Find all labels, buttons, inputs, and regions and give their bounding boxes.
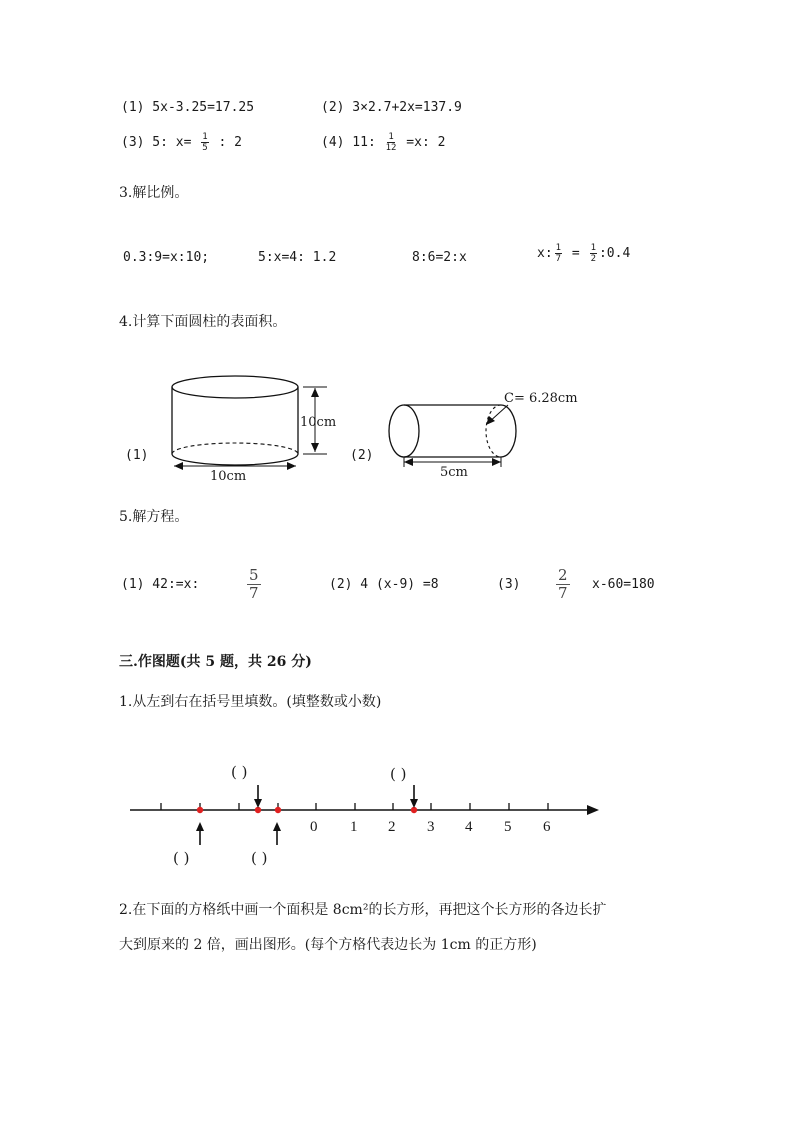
section-3-question-2-line-1: 2.在下面的方格纸中画一个面积是 8cm²的长方形，再把这个长方形的各边长扩 (119, 902, 607, 918)
fraction-numerator: 5 (249, 566, 259, 584)
equation-5-1-fraction (247, 568, 261, 601)
proportion-4-suffix: :0.4 (598, 246, 631, 261)
figure-1-height-label: 10cm (300, 415, 337, 430)
question-4-title: 4.计算下面圆柱的表面积。 (119, 314, 287, 330)
fraction-denominator: 2 (590, 254, 596, 264)
tick-label-0: 0 (310, 819, 318, 835)
fraction-numerator: 1 (202, 132, 208, 142)
equation-2: (2) 3×2.7+2x=137.9 (321, 100, 462, 115)
equation-4 (321, 132, 445, 153)
equation-5-1: (1) 42:=x: (121, 577, 200, 592)
section-3-question-2-line-2: 大到原来的 2 倍，画出图形。(每个方格代表边长为 1cm 的正方形) (119, 937, 537, 953)
equation-3 (121, 132, 242, 153)
figure-2-label: (2) (350, 448, 374, 463)
equation-4-fraction (386, 132, 397, 153)
fraction-denominator: 7 (249, 584, 259, 602)
equation-1: (1) 5x-3.25=17.25 (121, 100, 255, 115)
figure-1-label: (1) (125, 448, 149, 463)
equation-5-3-fraction (556, 568, 570, 601)
tick-label-2: 2 (388, 819, 396, 835)
proportion-2: 5:x=4: 1.2 (258, 250, 337, 265)
tick-label-6: 6 (543, 819, 551, 835)
equation-5-3-prefix: (3) (497, 577, 521, 592)
proportion-4-fraction-1 (555, 243, 562, 264)
fraction-numerator: 2 (558, 566, 568, 584)
fraction-denominator: 12 (385, 143, 397, 153)
equation-3-prefix: (3) 5: x= (121, 135, 192, 150)
question-3-title: 3.解比例。 (119, 185, 189, 201)
section-3-title: 三.作图题(共 5 题，共 26 分) (119, 654, 312, 670)
equation-5-3-suffix: x-60=180 (592, 577, 655, 592)
equation-3-suffix: : 2 (218, 135, 243, 150)
answer-blank-top-1[interactable]: ( ) (231, 763, 248, 781)
figure-2-length-label: 5cm (440, 465, 468, 480)
proportion-3: 8:6=2:x (412, 250, 467, 265)
fraction-denominator: 5 (202, 143, 208, 153)
answer-blank-top-2[interactable]: ( ) (390, 765, 407, 783)
tick-label-4: 4 (465, 819, 473, 835)
equation-3-fraction (201, 132, 208, 153)
fraction-denominator: 7 (555, 254, 562, 264)
figure-2-circumference-label: C= 6.28cm (504, 391, 578, 406)
number-line-arrows (190, 780, 430, 850)
proportion-1: 0.3:9=x:10; (123, 250, 210, 265)
section-3-question-1: 1.从左到右在括号里填数。(填整数或小数) (119, 694, 382, 710)
proportion-4-fraction-2 (590, 243, 597, 264)
proportion-4-prefix: x: (537, 246, 553, 261)
equation-4-suffix: =x: 2 (406, 135, 446, 150)
fraction-numerator: 1 (555, 243, 562, 253)
fraction-denominator: 7 (558, 584, 568, 602)
fraction-numerator: 1 (388, 132, 394, 142)
equation-4-prefix: (4) 11: (321, 135, 376, 150)
proportion-4 (537, 243, 630, 264)
tick-label-1: 1 (350, 819, 358, 835)
tick-label-5: 5 (504, 819, 512, 835)
tick-label-3: 3 (427, 819, 435, 835)
question-5-title: 5.解方程。 (119, 509, 189, 525)
figure-1-diameter-label: 10cm (210, 469, 247, 484)
answer-blank-bottom-1[interactable]: ( ) (173, 849, 190, 867)
answer-blank-bottom-2[interactable]: ( ) (251, 849, 268, 867)
equation-5-2: (2) 4 (x-9) =8 (329, 577, 439, 592)
fraction-numerator: 1 (590, 243, 596, 253)
proportion-4-equals: = (571, 246, 580, 261)
